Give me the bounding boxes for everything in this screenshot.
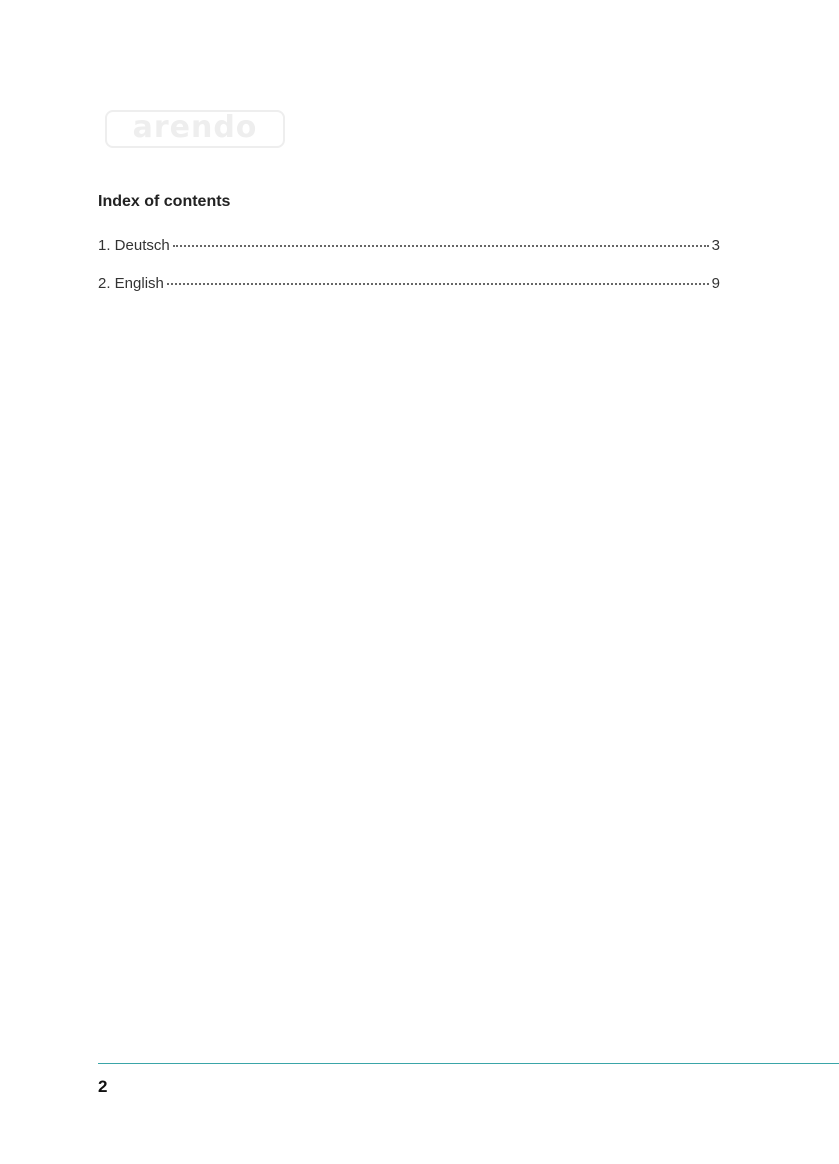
footer-divider bbox=[98, 1063, 839, 1064]
brand-logo-text: arendo bbox=[132, 110, 258, 145]
toc-entry-label: 2. English bbox=[98, 275, 164, 292]
toc-entry-label: 1. Deutsch bbox=[98, 237, 170, 254]
toc-list bbox=[98, 237, 720, 313]
page-number: 2 bbox=[98, 1077, 108, 1096]
toc-entry-english[interactable] bbox=[98, 275, 720, 313]
brand-logo bbox=[105, 110, 285, 148]
toc-dot-leader bbox=[173, 245, 709, 247]
toc-heading: Index of contents bbox=[98, 193, 231, 210]
toc-dot-leader bbox=[167, 283, 709, 285]
toc-entry-deutsch[interactable] bbox=[98, 237, 720, 275]
toc-entry-page: 9 bbox=[711, 275, 720, 292]
toc-entry-page: 3 bbox=[711, 237, 720, 254]
